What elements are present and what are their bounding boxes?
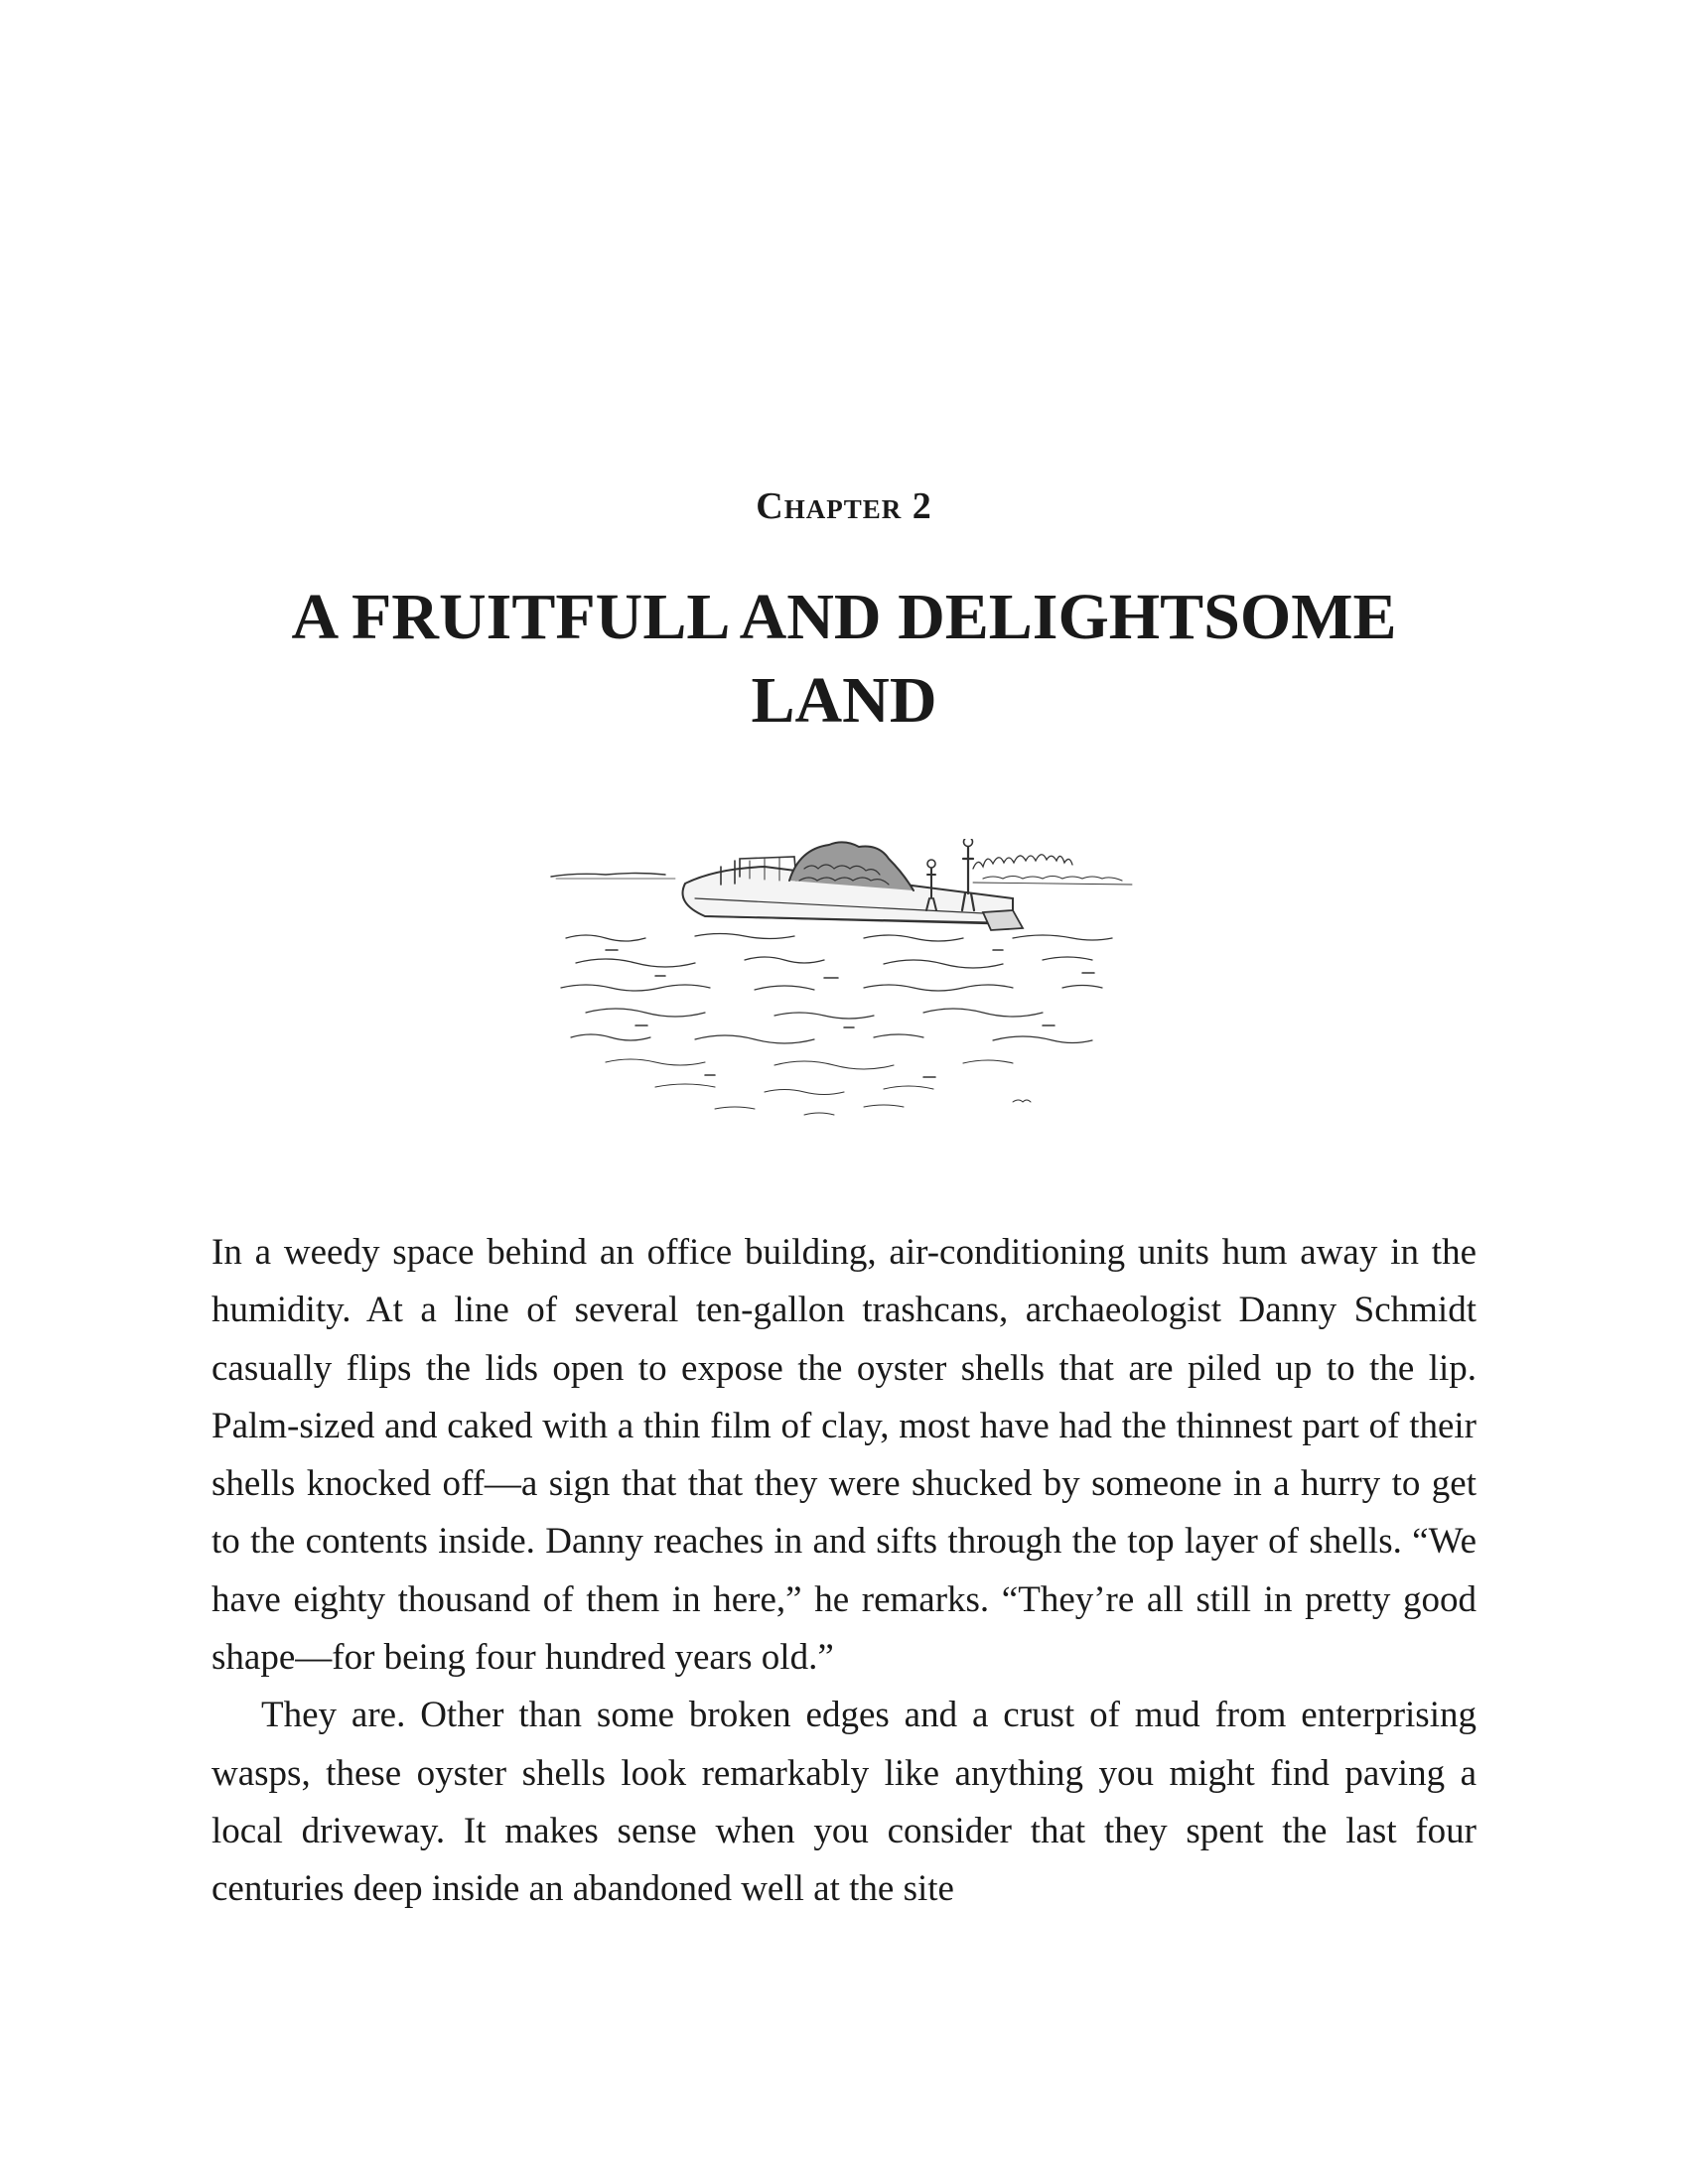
chapter-title-line-2: LAND	[751, 664, 937, 737]
chapter-label: Chapter 2	[756, 485, 932, 527]
paragraph-1: In a weedy space behind an office building, air-conditioning units hum away in the humidity. At a line of several ten-gallon trashcans, archaeologist Danny Schmidt casually flips the lids open to expose the oyster shells that are piled up to the lip. Palm-sized and caked with a thin film of clay, most have had the thinnest part of their shells knocked off—a sign that that they were shucked by someone in a hurry to get to the contents inside. Danny reaches in and sifts through the top layer of shells. “We have eighty thousand of them in here,” he remarks. “They’re all still in pretty good shape—for being four hundred years old.”	[211, 1232, 1477, 1679]
chapter-title	[199, 576, 1489, 743]
chapter-title-line-1: A FRUITFULL AND DELIGHTSOME	[291, 581, 1397, 653]
boat-illustration-icon	[546, 839, 1142, 1127]
paragraph-2: They are. Other than some broken edges and a crust of mud from enterprising wasps, these oyster shells look remarkably like anything you might find paving a local driveway. It makes sense when you consider that they spent the last four centuries deep inside an abandoned well at the site	[211, 1695, 1477, 1910]
body-text	[211, 1224, 1477, 1919]
